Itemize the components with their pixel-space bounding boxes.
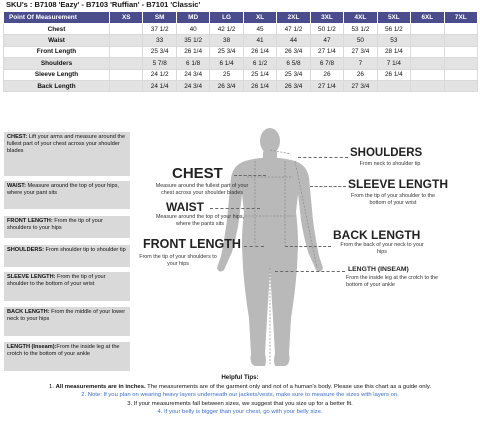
table-row (4, 46, 478, 57)
header-cell: 2XL (277, 12, 310, 24)
size-table (3, 11, 478, 92)
front-length-desc: From the tip of your shoulders to your hips (139, 254, 217, 267)
definition-text: From the inside leg at the crotch to the bottom of your ankle (7, 344, 120, 357)
table-cell: 26 3/4 (277, 80, 310, 91)
sleeve-length-desc: From the tip of your shoulder to the bottom of your wrist (351, 193, 435, 206)
table-cell (411, 46, 444, 57)
shoulders-leader (298, 157, 348, 158)
header-cell: 3XL (310, 12, 343, 24)
table-cell: 25 3/4 (277, 69, 310, 80)
table-cell (411, 69, 444, 80)
definition-term: BACK LENGTH: (7, 309, 50, 315)
header-cell: MD (176, 12, 209, 24)
table-cell: 26 1/4 (243, 46, 276, 57)
row-label: Shoulders (4, 58, 110, 69)
back-length-desc: From the back of your neck to your hips (340, 242, 424, 255)
table-row (4, 58, 478, 69)
table-cell: 6 1/8 (176, 58, 209, 69)
header-cell: 7XL (444, 12, 477, 24)
table-cell (444, 46, 477, 57)
row-label: Waist (4, 35, 110, 46)
table-cell (444, 58, 477, 69)
row-label: Front Length (4, 46, 110, 57)
table-cell (411, 58, 444, 69)
row-label: Chest (4, 24, 110, 35)
table-cell (411, 24, 444, 35)
table-cell: 26 1/4 (176, 46, 209, 57)
table-cell (110, 69, 143, 80)
definition-term: WAIST: (7, 183, 26, 189)
definition-sleeve-length (4, 272, 130, 301)
table-cell: 40 (176, 24, 209, 35)
table-cell: 53 1/2 (344, 24, 377, 35)
tip-1-num: 1. (49, 383, 56, 390)
table-cell (110, 46, 143, 57)
table-cell (110, 35, 143, 46)
definition-waist (4, 181, 130, 209)
tip-2: 2. Note: If you plan on wearing heavy layers underneath our jackets/vests, make sure to measure the sizes with layers on. (81, 392, 399, 399)
row-label: Back Length (4, 80, 110, 91)
sleeve-length-label: SLEEVE LENGTH (348, 177, 449, 191)
table-cell (411, 35, 444, 46)
header-cell: XL (243, 12, 276, 24)
table-cell: 26 (310, 69, 343, 80)
table-cell (444, 80, 477, 91)
table-cell (444, 35, 477, 46)
table-header-row (4, 12, 478, 24)
table-cell: 35 1/2 (176, 35, 209, 46)
tip-3: 3. If your measurements fall between sizes, we suggest that you size up for a better fit. (127, 400, 353, 407)
table-cell: 6 5/8 (277, 58, 310, 69)
header-cell: 4XL (344, 12, 377, 24)
definition-chest (4, 132, 130, 176)
definition-text: From the middle of your lower neck to your hips (7, 309, 126, 322)
definition-inseam (4, 342, 130, 371)
table-row (4, 80, 478, 91)
header-cell: LG (210, 12, 243, 24)
definition-term: CHEST: (7, 134, 28, 140)
table-cell: 41 (243, 35, 276, 46)
row-label: Sleeve Length (4, 69, 110, 80)
table-cell (110, 80, 143, 91)
table-cell: 7 1/4 (377, 58, 410, 69)
waist-desc: Measure around the top of your hips, where the pants sits (155, 214, 245, 227)
table-cell: 27 3/4 (344, 80, 377, 91)
definition-back-length (4, 307, 130, 336)
table-cell: 25 (210, 69, 243, 80)
table-cell: 24 1/4 (143, 80, 176, 91)
chest-leader (234, 175, 266, 176)
table-cell: 6 1/2 (243, 58, 276, 69)
table-cell: 50 1/2 (310, 24, 343, 35)
table-cell: 37 1/2 (143, 24, 176, 35)
definition-text: Lift your arms and measure around the fullest part of your chest across your shoulder blades (7, 134, 126, 154)
table-cell: 26 3/4 (277, 46, 310, 57)
waist-label: WAIST (166, 200, 204, 214)
waist-leader (210, 208, 260, 209)
shoulders-desc: From neck to shoulder tip (359, 161, 421, 167)
table-cell: 47 1/2 (277, 24, 310, 35)
table-cell: 45 (243, 24, 276, 35)
table-cell: 27 3/4 (344, 46, 377, 57)
tip-4: 4. If your belly is bigger than your chest, go with your belly size. (157, 409, 323, 416)
table-cell (444, 69, 477, 80)
header-cell: SM (143, 12, 176, 24)
definition-text: From shoulder tip to shoulder tip (43, 247, 126, 253)
header-cell: Point Of Measurement (4, 12, 110, 24)
table-cell: 26 1/4 (243, 80, 276, 91)
front-length-label: FRONT LENGTH (143, 237, 241, 251)
definition-text: From the tip of your shoulders to your hips (7, 218, 103, 231)
tip-1-rest: The measurements are of the garment only and not of a human's body. Please use this chart as a guide only. (145, 383, 431, 390)
table-cell: 27 1/4 (310, 46, 343, 57)
sleeve-length-leader (310, 186, 346, 187)
definition-text: Measure around the top of your hips, where your pant sits (7, 183, 119, 196)
table-cell: 6 7/8 (310, 58, 343, 69)
table-row (4, 35, 478, 46)
table-cell: 25 3/4 (143, 46, 176, 57)
definition-term: FRONT LENGTH: (7, 218, 53, 224)
table-cell: 50 (344, 35, 377, 46)
table-cell (444, 24, 477, 35)
table-cell: 26 3/4 (210, 80, 243, 91)
table-cell (110, 58, 143, 69)
front-length-leader (244, 246, 264, 247)
inseam-leader (275, 271, 345, 272)
table-cell: 7 (344, 58, 377, 69)
chest-desc: Measure around the fullest part of your chest across your shoulder blades (155, 183, 249, 196)
table-cell: 26 (344, 69, 377, 80)
definition-term: SHOULDERS: (7, 247, 44, 253)
table-cell: 27 1/4 (310, 80, 343, 91)
table-cell: 24 3/4 (176, 69, 209, 80)
header-cell: 6XL (411, 12, 444, 24)
tips-title: Helpful Tips: (221, 374, 259, 381)
inseam-desc: From the inside leg at the crotch to the bottom of your ankle (346, 275, 438, 288)
table-row (4, 69, 478, 80)
chest-label: CHEST (172, 165, 223, 182)
definition-text: From the tip of your shoulder to the bottom of your wrist (7, 274, 106, 287)
table-row (4, 24, 478, 35)
table-cell: 33 (143, 35, 176, 46)
table-cell (411, 80, 444, 91)
definition-shoulders (4, 245, 130, 267)
table-cell: 25 1/4 (243, 69, 276, 80)
shoulders-label: SHOULDERS (350, 147, 423, 159)
table-cell: 44 (277, 35, 310, 46)
table-cell (110, 24, 143, 35)
tip-1 (0, 383, 480, 392)
sku-line: SKU's : B7108 'Eazy' - B7103 'Ruffian' - B7101 'Classic' (6, 0, 201, 9)
table-cell: 56 1/2 (377, 24, 410, 35)
header-cell: 5XL (377, 12, 410, 24)
table-cell: 26 1/4 (377, 69, 410, 80)
back-length-leader (285, 246, 331, 247)
table-cell: 38 (210, 35, 243, 46)
table-cell: 28 1/4 (377, 46, 410, 57)
tip-1-bold: All measurements are in inches. (55, 383, 146, 390)
definition-term: LENGTH (Inseam): (7, 344, 57, 350)
back-length-label: BACK LENGTH (333, 228, 421, 242)
table-cell: 47 (310, 35, 343, 46)
table-cell: 42 1/2 (210, 24, 243, 35)
definition-front-length (4, 216, 130, 238)
table-cell: 24 3/4 (176, 80, 209, 91)
table-cell: 25 3/4 (210, 46, 243, 57)
inseam-label: LENGTH (INSEAM) (348, 266, 409, 273)
definition-term: SLEEVE LENGTH: (7, 274, 56, 280)
table-cell: 53 (377, 35, 410, 46)
table-cell: 24 1/2 (143, 69, 176, 80)
helpful-tips (0, 374, 480, 417)
header-cell: XS (110, 12, 143, 24)
table-cell (377, 80, 410, 91)
table-cell: 5 7/8 (143, 58, 176, 69)
table-cell: 6 1/4 (210, 58, 243, 69)
